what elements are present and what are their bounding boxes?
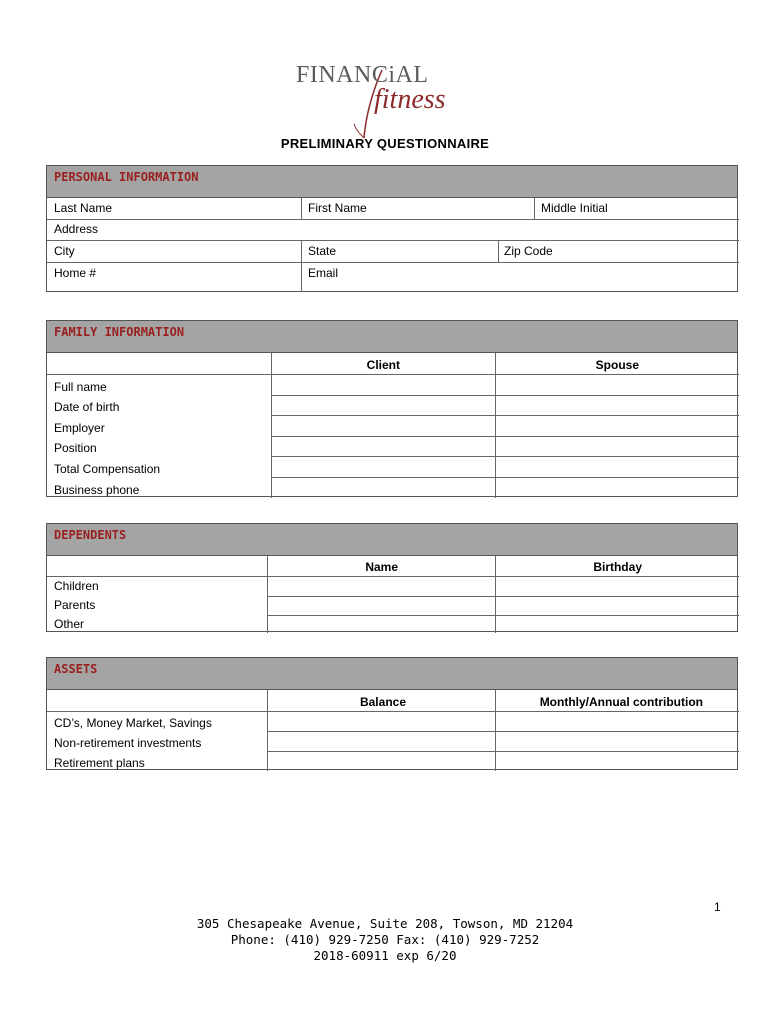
dependents-title: DEPENDENTS [54,528,127,542]
logo-text-fitness: fitness [374,84,446,115]
assets-col-balance: Balance [359,695,406,709]
zip-code-field[interactable]: Zip Code [504,244,553,258]
family-col-client: Client [366,358,400,372]
email-field[interactable]: Email [308,266,339,280]
assets-row-cds-savings: CD’s, Money Market, Savings [54,716,212,730]
family-information-header [46,320,738,353]
family-row-total-compensation: Total Compensation [54,462,161,476]
logo-text-financial: FINANCiAL [296,62,429,88]
family-row-employer: Employer [54,421,105,435]
page-title: PRELIMINARY QUESTIONNAIRE [280,136,490,151]
financial-fitness-logo [294,58,462,140]
city-field[interactable]: City [54,244,75,258]
dependents-row-parents: Parents [54,598,96,612]
personal-information-table [46,197,738,292]
last-name-field[interactable]: Last Name [54,201,113,215]
state-field[interactable]: State [308,244,337,258]
assets-table [46,689,738,770]
footer-phone-fax: Phone: (410) 929-7250 Fax: (410) 929-7252 [230,932,540,947]
dependents-header [46,523,738,556]
dependents-table [46,555,738,632]
footer-document-code: 2018-60911 exp 6/20 [313,948,457,963]
assets-col-contribution: Monthly/Annual contribution [539,695,703,709]
dependents-row-other: Other [54,617,85,631]
personal-information-header [46,165,738,198]
page-number: 1 [714,900,721,914]
home-phone-field[interactable]: Home # [54,266,97,280]
family-row-position: Position [54,441,97,455]
footer-address: 305 Chesapeake Avenue, Suite 208, Towson, MD 21204 [196,916,574,931]
assets-row-retirement-plans: Retirement plans [54,756,145,770]
family-row-date-of-birth: Date of birth [54,400,120,414]
family-col-spouse: Spouse [595,358,639,372]
assets-header [46,657,738,690]
address-field[interactable]: Address [54,222,99,236]
family-information-table [46,352,738,497]
dependents-row-children: Children [54,579,99,593]
personal-information-title: PERSONAL INFORMATION [54,170,199,184]
family-information-title: FAMILY INFORMATION [54,325,185,339]
dependents-col-name: Name [365,560,398,574]
first-name-field[interactable]: First Name [308,201,367,215]
dependents-col-birthday: Birthday [593,560,642,574]
middle-initial-field[interactable]: Middle Initial [541,201,608,215]
assets-row-non-retirement: Non-retirement investments [54,736,202,750]
family-row-business-phone: Business phone [54,483,140,497]
assets-title: ASSETS [54,662,98,676]
family-row-full-name: Full name [54,380,107,394]
